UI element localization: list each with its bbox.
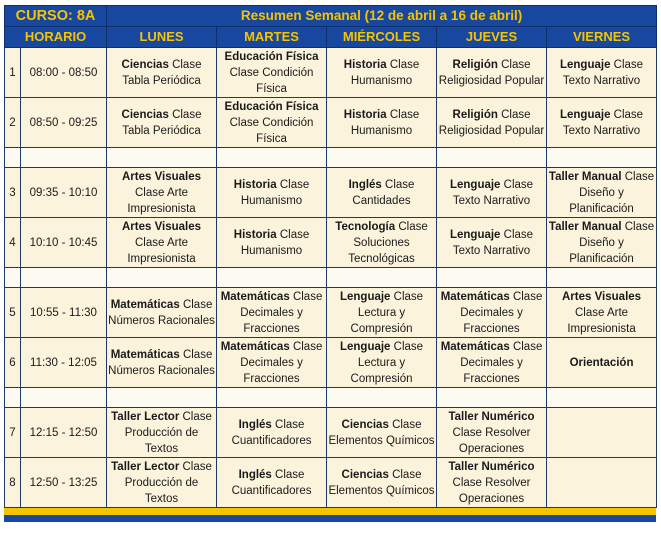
subject-name: Taller Manual — [548, 170, 622, 183]
period-time: 09:35 - 10:10 — [21, 168, 107, 218]
class-cell-lunes — [107, 218, 217, 268]
class-cell-viernes — [547, 168, 657, 218]
class-topic: Decimales y Fracciones — [460, 306, 523, 335]
period-number: 1 — [5, 48, 21, 98]
subject-name: Matemáticas — [110, 298, 180, 311]
class-cell-jueves — [437, 458, 547, 508]
class-cell-miercoles — [327, 168, 437, 218]
class-word: Clase — [182, 348, 213, 361]
subject-name: Historia — [343, 108, 387, 121]
class-topic: Elementos Químicos — [328, 434, 435, 447]
class-word: Clase — [393, 340, 424, 353]
subject-name: Lenguaje — [559, 108, 611, 121]
class-cell-miercoles — [327, 408, 437, 458]
class-topic: Cuantificadores — [231, 434, 312, 447]
schedule-row — [5, 458, 657, 508]
class-cell-martes — [217, 168, 327, 218]
class-topic: Producción de Textos — [124, 476, 199, 505]
class-word: Clase — [613, 58, 644, 71]
class-cell-miercoles — [327, 458, 437, 508]
class-cell-martes — [217, 48, 327, 98]
day-header-row — [5, 27, 657, 48]
schedule-row — [5, 98, 657, 148]
class-word: Clase — [503, 228, 534, 241]
period-time: 12:50 - 13:25 — [21, 458, 107, 508]
class-cell-martes — [217, 408, 327, 458]
class-word: Clase — [172, 58, 202, 71]
class-topic: Humanismo — [240, 194, 303, 207]
subject-name: Ciencias — [341, 468, 389, 481]
header-martes: MARTES — [217, 27, 327, 48]
class-word: Clase — [172, 108, 202, 121]
period-time: 08:00 - 08:50 — [21, 48, 107, 98]
period-number: 4 — [5, 218, 21, 268]
break-cell — [217, 388, 327, 408]
subject-name: Inglés — [238, 468, 272, 481]
class-topic: Humanismo — [350, 74, 413, 87]
class-word: Clase — [624, 170, 655, 183]
class-cell-viernes — [547, 218, 657, 268]
period-time: 12:15 - 12:50 — [21, 408, 107, 458]
class-topic: Soluciones Tecnológicas — [348, 236, 415, 265]
class-topic: Arte Impresionista — [127, 186, 196, 215]
schedule-row — [5, 288, 657, 338]
schedule-table — [4, 5, 657, 508]
break-cell — [437, 388, 547, 408]
class-topic: Humanismo — [240, 244, 303, 257]
subject-name: Historia — [233, 178, 277, 191]
class-cell-viernes — [547, 458, 657, 508]
class-cell-jueves — [437, 288, 547, 338]
class-word: Clase — [501, 58, 531, 71]
class-word: Clase — [389, 108, 420, 121]
period-number: 6 — [5, 338, 21, 388]
class-word: Clase — [512, 290, 543, 303]
footer-blue-band — [4, 515, 656, 522]
subject-name: Lenguaje — [339, 290, 391, 303]
subject-name: Matemáticas — [220, 340, 290, 353]
break-cell — [107, 388, 217, 408]
class-topic: Lectura y Compresión — [350, 306, 413, 335]
class-word: Clase — [392, 418, 422, 431]
class-word: Clase — [134, 186, 165, 199]
class-word: Clase — [182, 460, 212, 473]
class-cell-miercoles — [327, 218, 437, 268]
break-cell — [547, 268, 657, 288]
class-cell-lunes — [107, 98, 217, 148]
break-cell — [21, 148, 107, 168]
subject-name: Matemáticas — [110, 348, 180, 361]
subject-name: Ciencias — [341, 418, 389, 431]
schedule-row — [5, 168, 657, 218]
break-cell — [217, 268, 327, 288]
subject-name: Lenguaje — [559, 58, 611, 71]
period-number: 7 — [5, 408, 21, 458]
header-horario: HORARIO — [5, 27, 107, 48]
class-word: Clase — [279, 228, 310, 241]
header-viernes: VIERNES — [547, 27, 657, 48]
class-word: Clase — [624, 220, 655, 233]
break-cell — [107, 268, 217, 288]
class-word: Clase — [575, 306, 605, 319]
class-word: Clase — [275, 418, 305, 431]
break-cell — [107, 148, 217, 168]
class-topic: Números Racionales — [108, 314, 215, 327]
class-topic: Cuantificadores — [231, 484, 312, 497]
class-topic: Tabla Periódica — [122, 124, 201, 137]
break-cell — [327, 148, 437, 168]
subject-name: Inglés — [238, 418, 272, 431]
break-cell — [5, 388, 21, 408]
subject-name: Matemáticas — [440, 290, 510, 303]
subject-name: Lenguaje — [449, 228, 501, 241]
subject-name: Educación Física — [224, 100, 319, 113]
break-cell — [437, 268, 547, 288]
break-cell — [21, 268, 107, 288]
class-topic: Cantidades — [352, 194, 411, 207]
class-cell-jueves — [437, 408, 547, 458]
class-topic: Números Racionales — [108, 364, 215, 377]
subject-name: Taller Lector — [111, 460, 180, 473]
subject-name: Tecnología — [335, 220, 396, 233]
class-word: Clase — [398, 220, 428, 233]
period-number: 5 — [5, 288, 21, 338]
class-cell-lunes — [107, 288, 217, 338]
class-cell-jueves — [437, 168, 547, 218]
class-cell-viernes — [547, 98, 657, 148]
schedule-row — [5, 218, 657, 268]
subject-name: Orientación — [569, 356, 634, 369]
header-jueves: JUEVES — [437, 27, 547, 48]
header-miercoles: MIÉRCOLES — [327, 27, 437, 48]
class-cell-viernes — [547, 408, 657, 458]
period-time: 10:10 - 10:45 — [21, 218, 107, 268]
subject-name: Artes Visuales — [121, 170, 202, 183]
class-topic: Religiosidad Popular — [438, 74, 545, 87]
class-word: Clase — [389, 58, 420, 71]
break-row — [5, 388, 657, 408]
subject-name: Artes Visuales — [562, 290, 642, 303]
class-topic: Religiosidad Popular — [438, 124, 545, 137]
class-word: Clase — [501, 108, 531, 121]
break-cell — [327, 268, 437, 288]
class-word: Clase — [503, 178, 534, 191]
subject-name: Taller Manual — [548, 220, 622, 233]
class-word: Clase — [292, 290, 323, 303]
subject-name: Educación Física — [224, 50, 319, 63]
class-cell-jueves — [437, 98, 547, 148]
class-topic: Lectura y Compresión — [350, 356, 413, 385]
footer-gold-band — [4, 508, 656, 515]
subject-name: Historia — [233, 228, 277, 241]
class-word: Clase — [385, 178, 415, 191]
class-word: Clase — [512, 340, 543, 353]
class-topic: Arte Impresionista — [127, 236, 196, 265]
class-topic: Resolver Operaciones — [458, 426, 531, 455]
period-time: 10:55 - 11:30 — [21, 288, 107, 338]
class-topic: Decimales y Fracciones — [460, 356, 523, 385]
class-topic: Arte Impresionista — [567, 306, 636, 335]
title-row — [5, 6, 657, 27]
period-time: 11:30 - 12:05 — [21, 338, 107, 388]
class-word: Clase — [452, 426, 482, 439]
break-cell — [437, 148, 547, 168]
class-topic: Condición Física — [256, 66, 314, 95]
break-cell — [5, 148, 21, 168]
subject-name: Historia — [343, 58, 387, 71]
class-cell-viernes — [547, 48, 657, 98]
period-number: 3 — [5, 168, 21, 218]
break-cell — [217, 148, 327, 168]
week-summary-title: Resumen Semanal (12 de abril a 16 de abril) — [107, 6, 657, 27]
subject-name: Ciencias — [121, 58, 169, 71]
subject-name: Inglés — [348, 178, 382, 191]
class-cell-martes — [217, 288, 327, 338]
class-topic: Decimales y Fracciones — [240, 356, 303, 385]
footer-stripe — [4, 508, 656, 522]
subject-name: Lenguaje — [449, 178, 501, 191]
class-cell-martes — [217, 218, 327, 268]
class-topic: Diseño y Planificación — [569, 186, 634, 215]
class-cell-jueves — [437, 48, 547, 98]
class-cell-jueves — [437, 338, 547, 388]
class-cell-miercoles — [327, 98, 437, 148]
subject-name: Religión — [452, 108, 498, 121]
class-cell-miercoles — [327, 48, 437, 98]
class-cell-martes — [217, 98, 327, 148]
break-cell — [21, 388, 107, 408]
class-word: Clase — [229, 66, 260, 79]
class-topic: Decimales y Fracciones — [240, 306, 303, 335]
period-number: 2 — [5, 98, 21, 148]
weekly-schedule — [4, 5, 656, 522]
class-word: Clase — [134, 236, 165, 249]
period-time: 08:50 - 09:25 — [21, 98, 107, 148]
break-cell — [547, 148, 657, 168]
class-cell-miercoles — [327, 338, 437, 388]
header-lunes: LUNES — [107, 27, 217, 48]
break-row — [5, 148, 657, 168]
class-word: Clase — [452, 476, 482, 489]
schedule-row — [5, 338, 657, 388]
class-cell-martes — [217, 458, 327, 508]
period-number: 8 — [5, 458, 21, 508]
class-word: Clase — [182, 298, 213, 311]
break-cell — [547, 388, 657, 408]
subject-name: Ciencias — [121, 108, 169, 121]
class-cell-lunes — [107, 458, 217, 508]
class-cell-viernes — [547, 338, 657, 388]
class-word: Clase — [275, 468, 305, 481]
subject-name: Artes Visuales — [121, 220, 202, 233]
class-word: Clase — [393, 290, 424, 303]
class-word: Clase — [279, 178, 310, 191]
class-topic: Elementos Químicos — [328, 484, 435, 497]
break-row — [5, 268, 657, 288]
class-word: Clase — [229, 116, 260, 129]
class-cell-jueves — [437, 218, 547, 268]
course-label: CURSO: 8A — [5, 6, 107, 27]
class-word: Clase — [182, 410, 212, 423]
subject-name: Matemáticas — [440, 340, 510, 353]
class-cell-lunes — [107, 338, 217, 388]
class-topic: Texto Narrativo — [562, 124, 641, 137]
class-topic: Tabla Periódica — [122, 74, 201, 87]
subject-name: Religión — [452, 58, 498, 71]
class-topic: Resolver Operaciones — [458, 476, 531, 505]
class-topic: Texto Narrativo — [452, 244, 531, 257]
class-cell-miercoles — [327, 288, 437, 338]
class-topic: Producción de Textos — [124, 426, 199, 455]
class-cell-lunes — [107, 168, 217, 218]
class-word: Clase — [292, 340, 323, 353]
class-topic: Diseño y Planificación — [569, 236, 634, 265]
class-word: Clase — [392, 468, 422, 481]
class-topic: Texto Narrativo — [562, 74, 641, 87]
schedule-row — [5, 48, 657, 98]
class-cell-lunes — [107, 48, 217, 98]
break-cell — [327, 388, 437, 408]
subject-name: Matemáticas — [220, 290, 290, 303]
subject-name: Taller Numérico — [448, 460, 535, 473]
subject-name: Taller Numérico — [448, 410, 535, 423]
schedule-row — [5, 408, 657, 458]
class-topic: Condición Física — [256, 116, 314, 145]
subject-name: Taller Lector — [111, 410, 180, 423]
class-word: Clase — [613, 108, 644, 121]
class-topic: Humanismo — [350, 124, 413, 137]
class-cell-viernes — [547, 288, 657, 338]
class-cell-lunes — [107, 408, 217, 458]
subject-name: Lenguaje — [339, 340, 391, 353]
class-topic: Texto Narrativo — [452, 194, 531, 207]
class-cell-martes — [217, 338, 327, 388]
break-cell — [5, 268, 21, 288]
